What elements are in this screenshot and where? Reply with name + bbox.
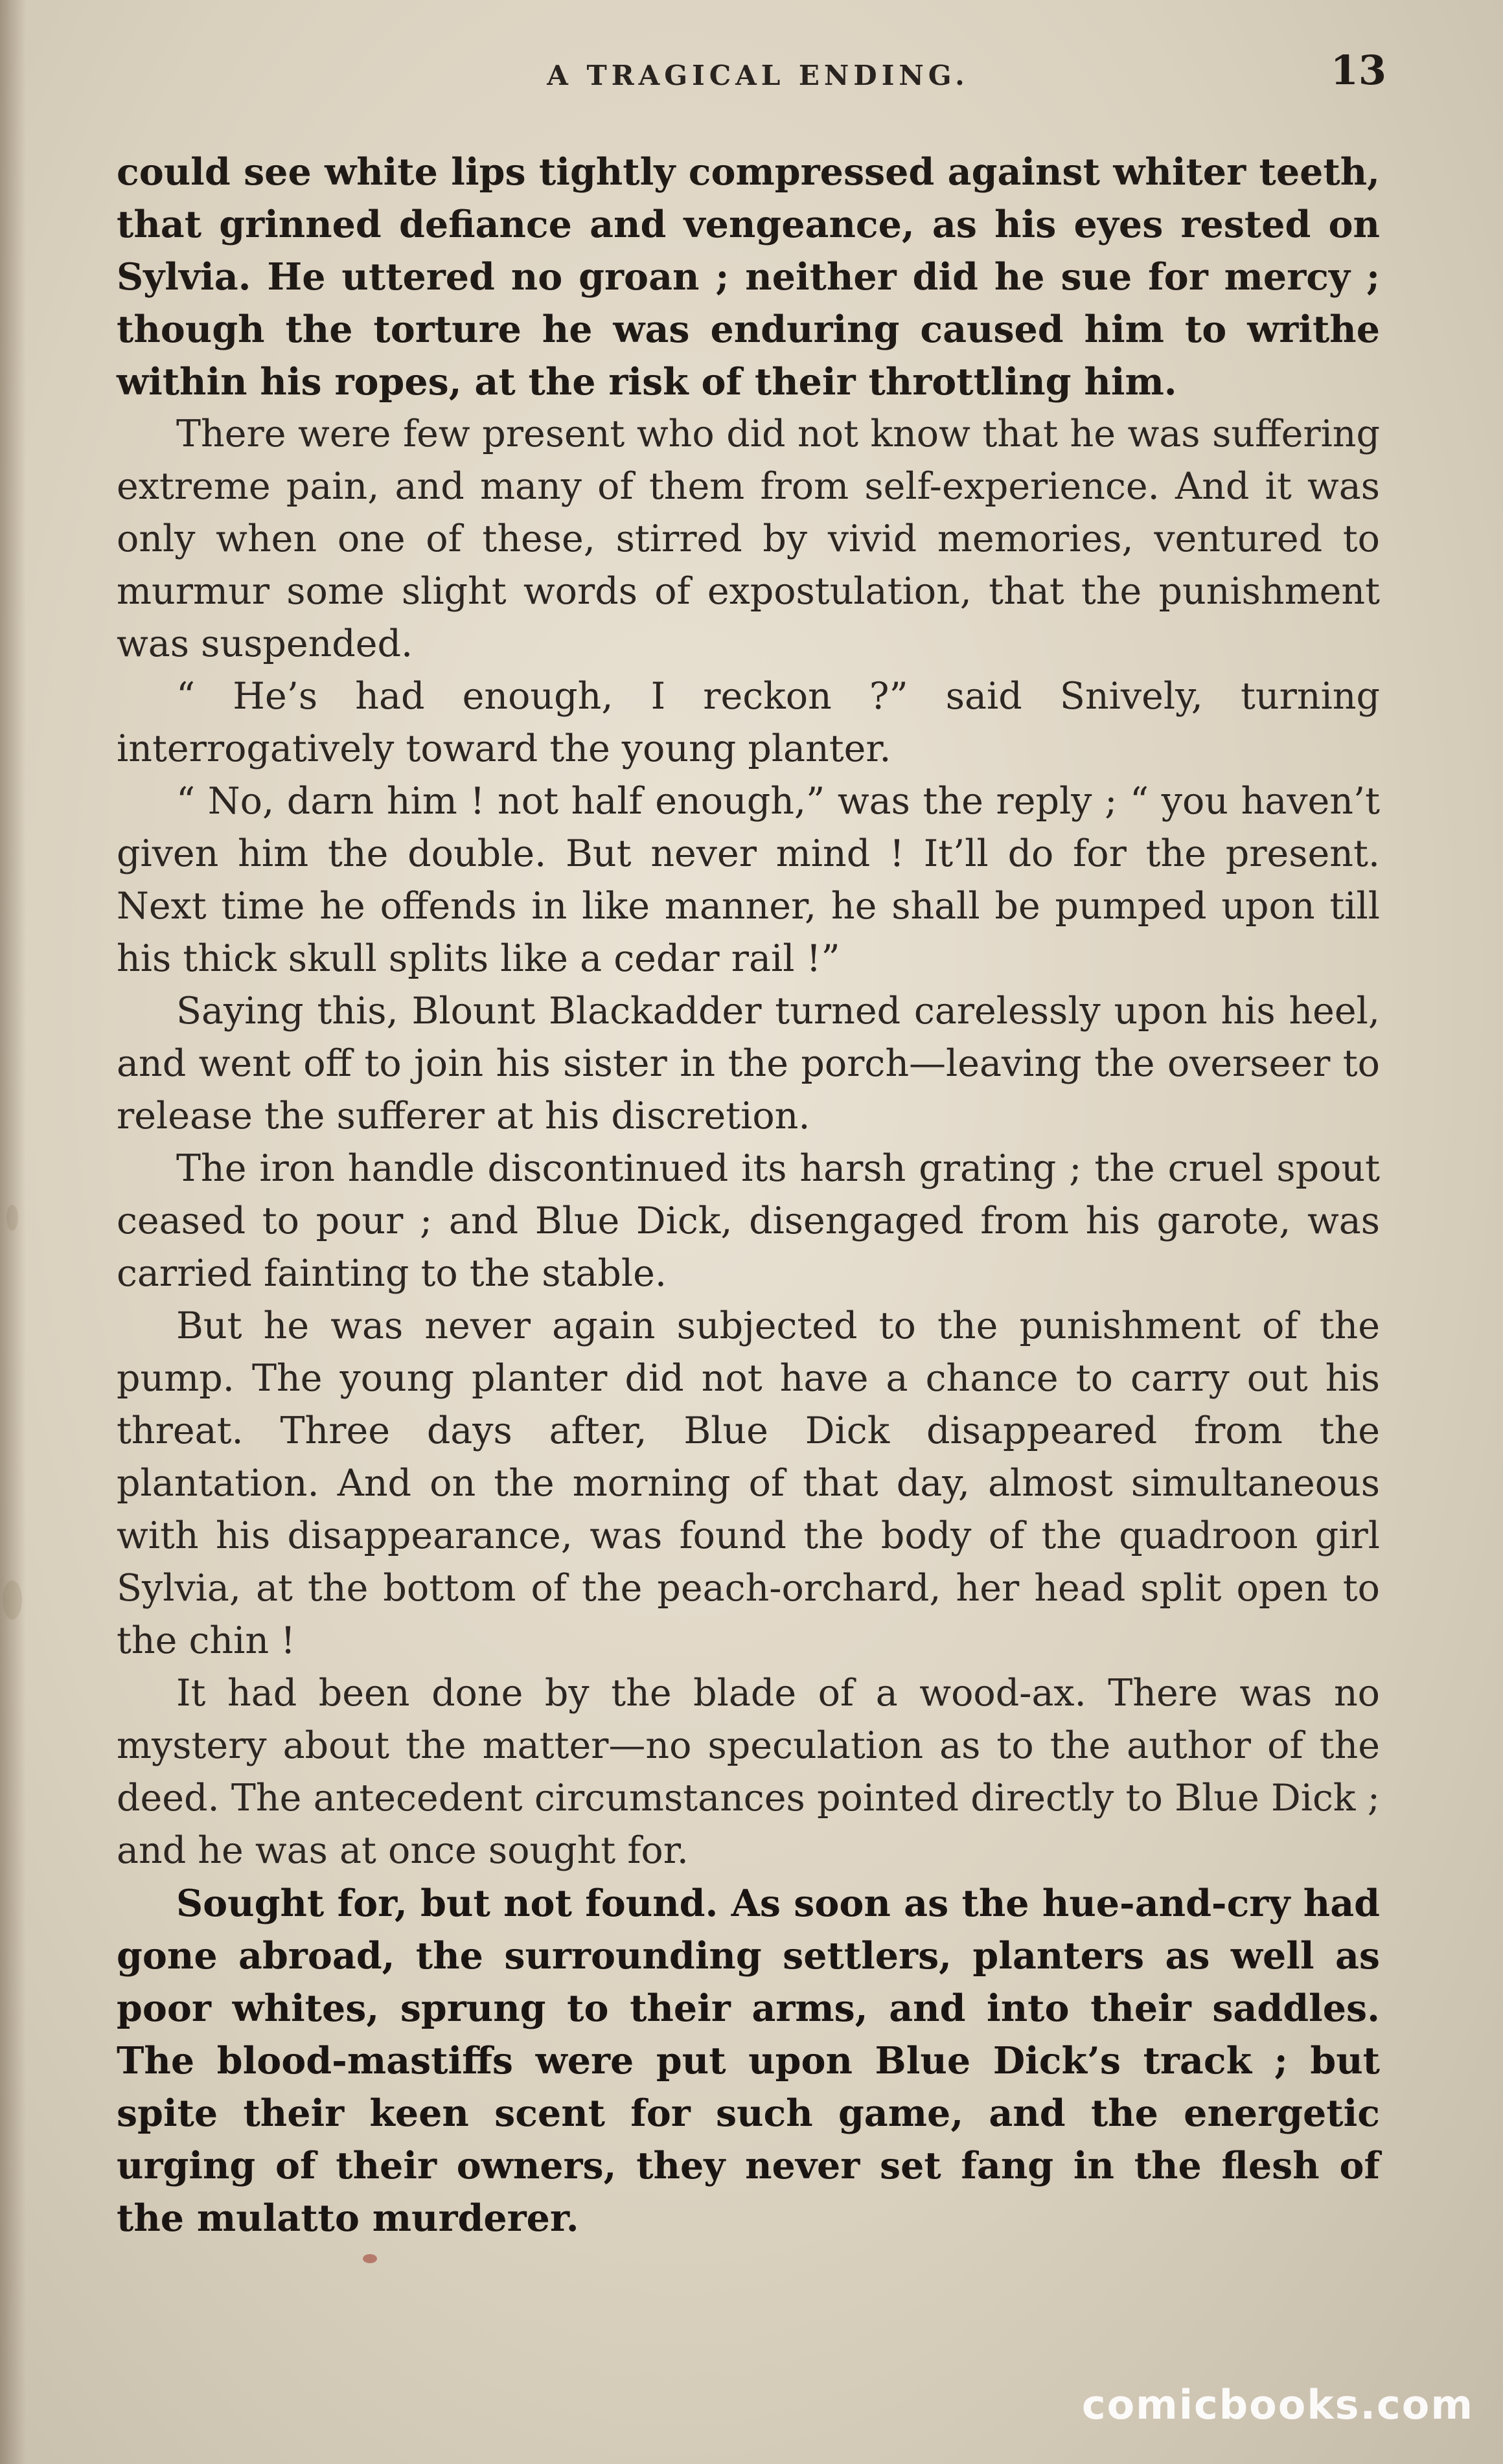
page-number: 13: [1330, 47, 1386, 94]
paragraph: The iron handle discontinued its harsh grating ; the cruel spout ceased to pour ; and Blue Dick, disengaged from his garote, was carried fainting to the stable.: [117, 1147, 1380, 1295]
paper-stain: [6, 1205, 18, 1231]
paper-stain: [3, 1580, 22, 1619]
paragraph: “ He’s had enough, I reckon ?” said Snively, turning interrogatively toward the young planter.: [117, 675, 1380, 770]
running-head: A TRAGICAL ENDING.: [547, 60, 969, 91]
paragraph: Saying this, Blount Blackadder turned carelessly upon his heel, and went off to join his sister in the porch—leaving the overseer to release the sufferer at his discretion.: [117, 990, 1380, 1137]
body-text: [117, 146, 1380, 2244]
page-binding-edge: [0, 0, 26, 2464]
paragraph: “ No, darn him ! not half enough,” was the reply ; “ you haven’t given him the double. But never mind ! It’ll do for the present. Next time he offends in like manner, he shall be pumped upon till his thick skull splits like a cedar rail !”: [117, 780, 1380, 980]
paragraph: Sought for, but not found. As soon as the hue-and-cry had gone abroad, the surrounding settlers, planters as well as poor whites, sprung to their arms, and into their saddles. The blood-mastiffs were put upon Blue Dick’s track ; but spite their keen scent for such game, and the energetic urging of their owners, they never set fang in the flesh of the mulatto murderer.: [117, 1882, 1380, 2240]
paragraph: could see white lips tightly compressed against whiter teeth, that grinned defiance and vengeance, as his eyes rested on Sylvia. He uttered no groan ; neither did he sue for mercy ; though the torture he was enduring caused him to writhe within his ropes, at the risk of their throttling him.: [117, 150, 1380, 404]
watermark: comicbooks.com: [1081, 2381, 1474, 2428]
paragraph: But he was never again subjected to the punishment of the pump. The young planter did not have a chance to carry out his threat. Three days after, Blue Dick disappeared from the plantation. And on the morning of that day, almost simultaneous with his disappearance, was found the body of the quadroon girl Sylvia, at the bottom of the peach-orchard, her head split open to the chin !: [117, 1305, 1380, 1662]
paragraph: There were few present who did not know that he was suffering extreme pain, and many of them from self-experience. And it was only when one of these, stirred by vivid memories, ventured to murmur some slight words of expostulation, that the punishment was suspended.: [117, 413, 1380, 665]
paragraph: It had been done by the blade of a wood-ax. There was no mystery about the matter—no speculation as to the author of the deed. The antecedent circumstances pointed directly to Blue Dick ; and he was at once sought for.: [117, 1672, 1380, 1872]
paper-stain: [363, 2254, 377, 2263]
